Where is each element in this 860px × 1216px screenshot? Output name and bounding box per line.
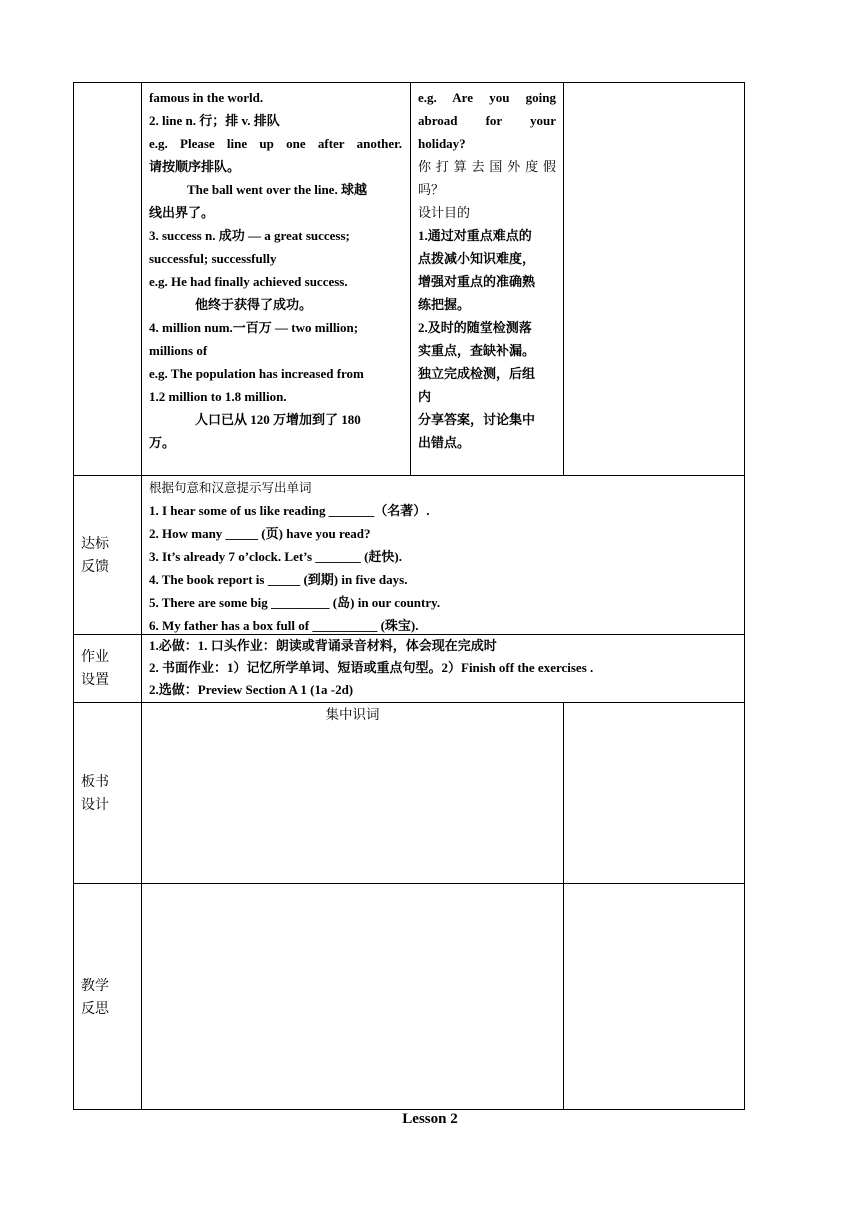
purpose-line: 1.通过对重点难点的 xyxy=(418,228,532,243)
feedback-question: 2. How many _____ (页) have you read? xyxy=(149,526,371,541)
vocab-line: e.g. Please line up one after another. xyxy=(149,136,402,151)
design-purpose-cell xyxy=(418,86,556,454)
homework-label-line: 作业 xyxy=(81,649,109,665)
purpose-heading: 设计目的 xyxy=(418,205,471,220)
column-divider xyxy=(410,82,411,476)
purpose-line: 独立完成检测，后组 xyxy=(418,366,536,381)
reflection-label-line: 反思 xyxy=(81,1001,109,1017)
purpose-line: e.g. Are you going xyxy=(418,90,556,105)
purpose-line: 你打算去国外度假 xyxy=(418,159,556,174)
board-label xyxy=(81,771,109,817)
vocab-line: successful; successfully xyxy=(149,251,277,266)
feedback-label-line: 达标 xyxy=(81,536,109,552)
row-divider xyxy=(73,883,745,884)
column-divider xyxy=(141,82,142,1110)
lesson-title: Lesson 2 xyxy=(402,1111,458,1127)
vocab-line: 线出界了。 xyxy=(149,205,215,220)
feedback-question: 4. The book report is _____ (到期) in five days. xyxy=(149,572,408,587)
feedback-exercises xyxy=(149,476,549,637)
vocab-line: 万。 xyxy=(149,435,176,450)
reflection-label-line: 教学 xyxy=(81,978,109,994)
feedback-question: 6. My father has a box full of __________ (珠宝). xyxy=(149,618,419,633)
vocab-line: e.g. The population has increased from xyxy=(149,366,364,381)
board-label-line: 设计 xyxy=(81,797,109,813)
purpose-line: 吗？ xyxy=(418,182,445,197)
purpose-line: 分享答案，讨论集中 xyxy=(418,412,536,427)
vocab-line: 4. million num.一百万 — two million; xyxy=(149,320,359,335)
homework-label-line: 设置 xyxy=(81,672,109,688)
column-divider xyxy=(563,702,564,1110)
column-divider xyxy=(563,82,564,476)
purpose-line: 实重点，查缺补漏。 xyxy=(418,343,536,358)
purpose-line: 增强对重点的准确熟 xyxy=(418,274,536,289)
vocab-line: 人口已从 120 万增加到了 180 xyxy=(195,412,361,427)
homework-label xyxy=(81,646,109,692)
table-bottom-border xyxy=(73,1109,745,1110)
table-left-border xyxy=(73,82,74,1110)
table-right-border xyxy=(744,82,745,1110)
feedback-question: 3. It’s already 7 o’clock. Let’s _______ (赶快). xyxy=(149,549,402,564)
purpose-line: 点拨减小知识难度， xyxy=(418,251,536,266)
vocab-line: famous in the world. xyxy=(149,90,264,105)
vocab-line: 1.2 million to 1.8 million. xyxy=(149,389,287,404)
homework-line: 2.选做：Preview Section A 1 (1a -2d) xyxy=(149,682,354,697)
feedback-instruction: 根据句意和汉意提示写出单词 xyxy=(149,480,312,495)
feedback-label xyxy=(81,533,109,579)
purpose-line: 练把握。 xyxy=(418,297,471,312)
purpose-line: holiday? xyxy=(418,136,466,151)
vocab-line: e.g. He had finally achieved success. xyxy=(149,274,348,289)
board-label-line: 板书 xyxy=(81,774,109,790)
feedback-label-line: 反馈 xyxy=(81,559,109,575)
reflection-label xyxy=(81,975,109,1021)
feedback-question: 1. I hear some of us like reading _______（名著）. xyxy=(149,503,430,518)
vocab-line: 他终于获得了成功。 xyxy=(195,297,313,312)
purpose-line: 出错点。 xyxy=(418,435,471,450)
vocab-line: 3. success n. 成功 — a great success; xyxy=(149,228,350,243)
purpose-line: abroad for your xyxy=(418,113,556,128)
purpose-line: 2.及时的随堂检测落 xyxy=(418,320,532,335)
vocab-line: 2. line n. 行；排 v. 排队 xyxy=(149,113,280,128)
homework-content xyxy=(149,635,739,701)
vocab-notes-cell xyxy=(149,86,402,454)
feedback-question: 5. There are some big _________ (岛) in our country. xyxy=(149,595,441,610)
board-heading: 集中识词 xyxy=(325,707,380,723)
vocab-line: The ball went over the line. 球越 xyxy=(187,182,367,197)
vocab-line: 请按顺序排队。 xyxy=(149,159,241,174)
homework-line: 2. 书面作业：1）记忆所学单词、短语或重点句型。2）Finish off the exercises . xyxy=(149,660,594,675)
table-top-border xyxy=(73,82,745,83)
vocab-line: millions of xyxy=(149,343,208,358)
purpose-line: 内 xyxy=(418,389,432,404)
homework-line: 1.必做：1. 口头作业：朗读或背诵录音材料，体会现在完成时 xyxy=(149,638,497,653)
row-divider xyxy=(73,702,745,703)
